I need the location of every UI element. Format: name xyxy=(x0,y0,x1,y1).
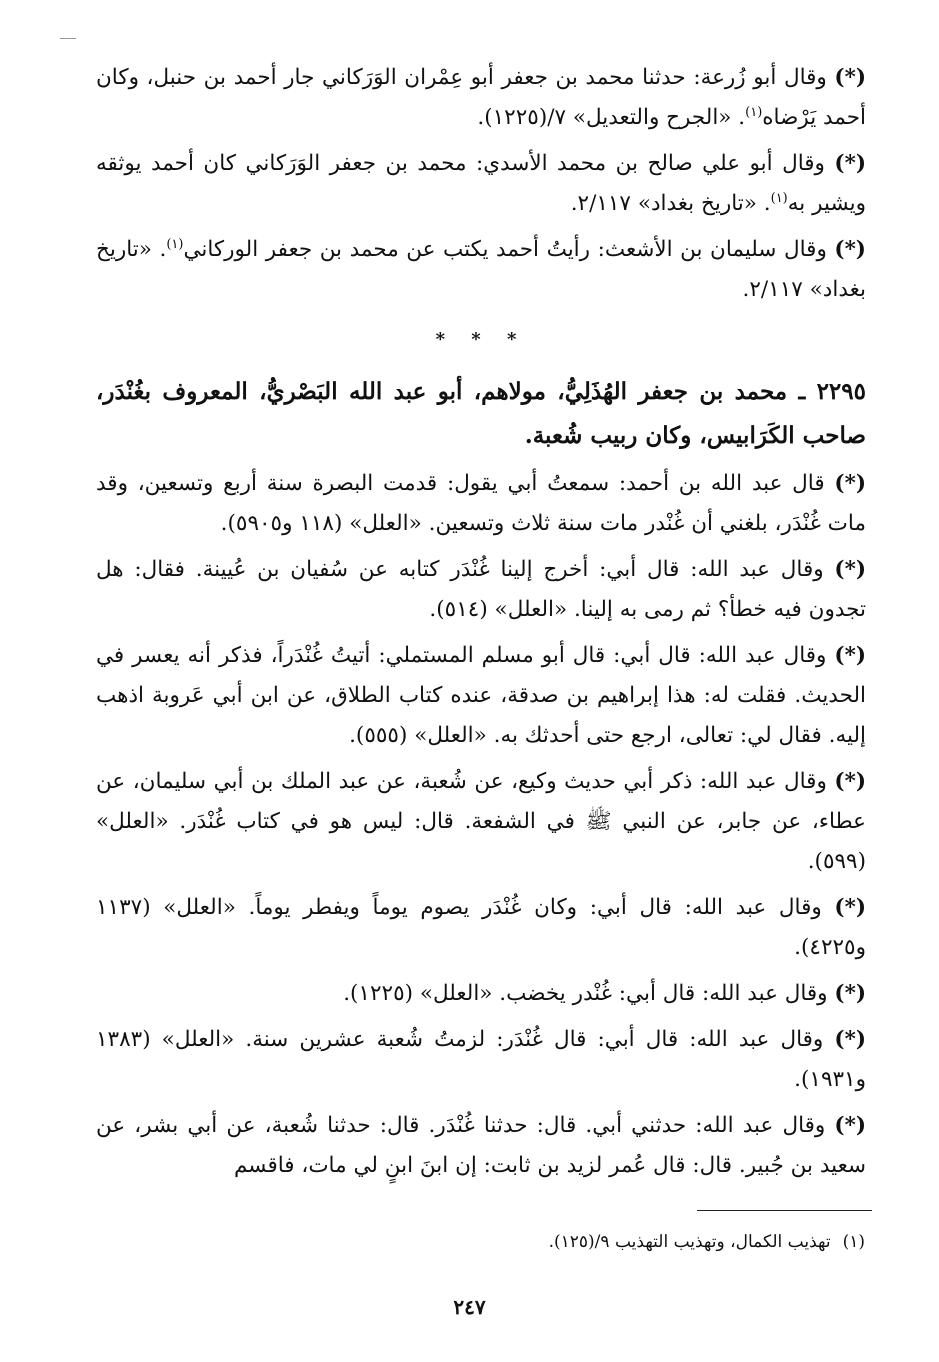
paragraph-text: وقال عبد الله: قال أبي: غُنْدر يخضب. «العلل» (١٢٢٥). xyxy=(343,981,828,1006)
paragraph xyxy=(96,144,866,224)
paragraph-text: وقال أبو علي صالح بن محمد الأسدي: محمد بن جعفر الوَرَكاني كان أحمد يوثقه ويشير به xyxy=(96,151,866,216)
asterisk-mark: (*) xyxy=(834,471,866,496)
paragraph xyxy=(96,230,866,310)
footnote-ref: (١) xyxy=(166,236,184,252)
asterisk-mark: (*) xyxy=(834,1027,866,1052)
paragraph xyxy=(96,636,866,756)
footnote-number: (١) xyxy=(842,1232,865,1252)
footnote-divider xyxy=(697,1210,872,1211)
paragraph xyxy=(96,974,866,1014)
asterisk-mark: (*) xyxy=(834,643,866,668)
paragraph xyxy=(96,464,866,544)
asterisk-mark: (*) xyxy=(834,1113,866,1138)
asterisk-mark: (*) xyxy=(834,769,866,794)
main-text xyxy=(96,58,866,1192)
asterisk-mark: (*) xyxy=(834,895,866,920)
footnote-text: تهذيب الكمال، وتهذيب التهذيب ٩/(١٢٥). xyxy=(548,1232,831,1252)
paragraph-text: وقال عبد الله: حدثني أبي. قال: حدثنا غُنْدَر. قال: حدثنا شُعبة، عن أبي بشر، عن سعيد بن جُبير. قال: قال عُمر لزيد بن ثابت: إن ابنَ ابنٍ لي مات، فاقسم xyxy=(96,1113,866,1178)
paragraph xyxy=(96,550,866,630)
paragraph-text: وقال سليمان بن الأشعث: رأيتُ أحمد يكتب عن محمد بن جعفر الوركاني xyxy=(183,237,827,262)
asterisk-mark: (*) xyxy=(834,237,866,262)
paragraph xyxy=(96,1106,866,1186)
asterisk-mark: (*) xyxy=(834,981,866,1006)
paragraph-text: وقال عبد الله: قال أبي: أخرج إلينا غُنْدَر كتابه عن سُفيان بن عُيينة. فقال: هل تجدون فيه خطأ؟ ثم رمى به إلينا. «العلل» (٥١٤). xyxy=(96,557,866,622)
paragraph xyxy=(96,58,866,138)
corner-mark xyxy=(60,38,76,39)
paragraph-text: وقال أبو زُرعة: حدثنا محمد بن جعفر أبو عِمْران الوَرَكاني جار أحمد بن حنبل، وكان أحمد يَرْضاه xyxy=(96,65,866,130)
page-number: ٢٤٧ xyxy=(453,1295,486,1319)
paragraph-text: وقال عبد الله: قال أبي: قال غُنْدَر: لزمتُ شُعبة عشرين سنة. «العلل» (١٣٨٣ و١٩٣١). xyxy=(96,1027,866,1092)
paragraph-text: وقال عبد الله: قال أبي: قال أبو مسلم المستملي: أتيتُ غُنْدَراً، فذكر أنه يعسر في الحديث. فقلت له: هذا إبراهيم بن صدقة، عنده كتاب الطلاق، عن ابن أبي عَروبة اذهب إليه. فقال لي: تعالى، ارجع حتى أحدثك به. «العلل» (٥٥٥). xyxy=(96,643,866,748)
citation: . «الجرح والتعديل» ٧/(١٢٢٥). xyxy=(477,105,746,130)
asterisk-mark: (*) xyxy=(834,65,866,90)
entry-heading: ٢٢٩٥ ـ محمد بن جعفر الهُذَلِيُّ، مولاهم، أبو عبد الله البَصْريُّ، المعروف بغُنْدَر، صاحب الكَرَابيس، وكان ربيب شُعبة. xyxy=(96,378,866,449)
footnote-ref: (١) xyxy=(770,190,788,206)
footnote-ref: (١) xyxy=(745,104,763,120)
paragraph xyxy=(96,762,866,882)
asterisk-mark: (*) xyxy=(834,557,866,582)
asterisk-mark: (*) xyxy=(834,151,866,176)
section-separator: * * * xyxy=(435,329,527,350)
footnotes xyxy=(95,1228,865,1256)
paragraph xyxy=(96,888,866,968)
paragraph-text: قال عبد الله بن أحمد: سمعتُ أبي يقول: قدمت البصرة سنة أربع وتسعين، وقد مات غُنْدَر، بلغني أن غُنْدر مات سنة ثلاث وتسعين. «العلل» (١١٨ و٥٩٠٥). xyxy=(96,471,866,536)
citation: . «تاريخ بغداد» ٢/١١٧. xyxy=(570,191,771,216)
paragraph-text: وقال عبد الله: قال أبي: وكان غُنْدَر يصوم يوماً ويفطر يوماً. «العلل» (١١٣٧ و٤٢٢٥). xyxy=(96,895,866,960)
paragraph xyxy=(96,1020,866,1100)
paragraph-text: وقال عبد الله: ذكر أبي حديث وكيع، عن شُعبة، عن عبد الملك بن أبي سليمان، عن عطاء، عن جابر، عن النبي ﷺ في الشفعة. قال: ليس هو في كتاب غُنْدَر. «العلل» (٥٩٩). xyxy=(96,769,866,874)
citation: . «تاريخ بغداد» ٢/١١٧. xyxy=(96,237,866,302)
